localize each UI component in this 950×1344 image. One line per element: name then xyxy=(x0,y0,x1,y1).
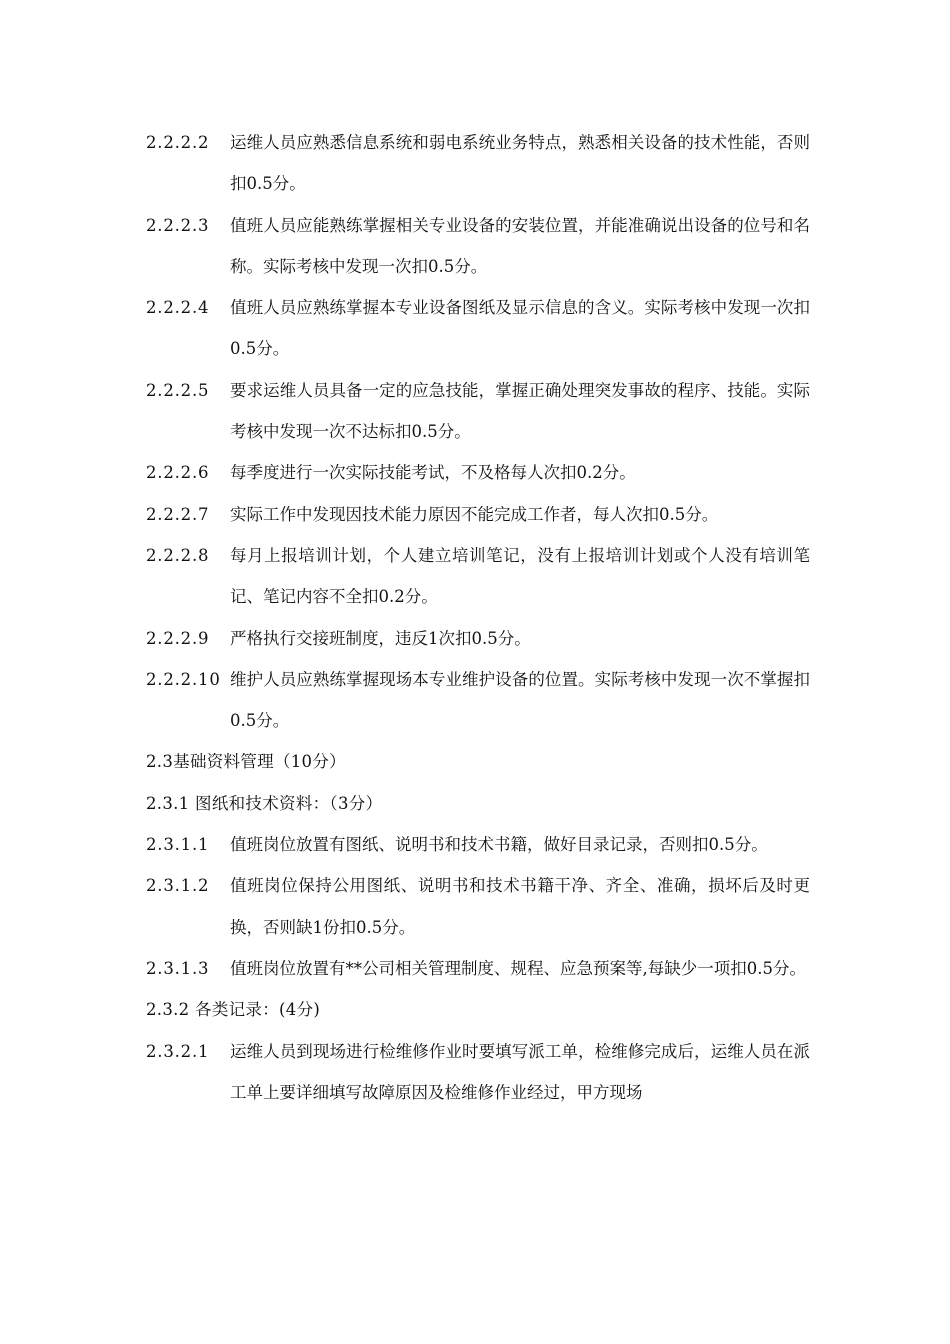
item-number: 2.3.2.1 xyxy=(146,1041,210,1061)
item-number: 2.2.2.10 xyxy=(146,669,221,689)
list-item xyxy=(146,824,810,865)
item-text: 值班人员应能熟练掌握相关专业设备的安装位置，并能准确说出设备的位号和名称。实际考核中发现一次扣0.5分。 xyxy=(230,215,810,276)
subsection-heading: 2.3.2 各类记录：(4分) xyxy=(146,1000,321,1020)
item-number: 2.3.1.1 xyxy=(146,835,210,855)
item-text: 运维人员应熟悉信息系统和弱电系统业务特点，熟悉相关设备的技术性能，否则扣0.5分。 xyxy=(230,133,810,194)
item-text: 严格执行交接班制度，违反1次扣0.5分。 xyxy=(230,628,531,648)
document-body xyxy=(146,122,810,1113)
subsection-heading: 2.3.1 图纸和技术资料：（3分） xyxy=(146,793,383,813)
list-item xyxy=(146,1031,810,1114)
item-number: 2.2.2.7 xyxy=(146,504,210,524)
item-text: 实际工作中发现因技术能力原因不能完成工作者，每人次扣0.5分。 xyxy=(230,504,719,524)
list-item xyxy=(146,370,810,453)
item-number: 2.2.2.5 xyxy=(146,380,210,400)
list-item xyxy=(146,535,810,618)
list-item xyxy=(146,948,810,989)
item-number: 2.3.1.2 xyxy=(146,876,210,896)
section-heading: 2.3基础资料管理（10分） xyxy=(146,752,346,772)
list-item xyxy=(146,659,810,742)
list-item xyxy=(146,287,810,370)
item-text: 运维人员到现场进行检维修作业时要填写派工单，检维修完成后，运维人员在派工单上要详细填写故障原因及检维修作业经过，甲方现场 xyxy=(230,1041,810,1102)
item-text: 维护人员应熟练掌握现场本专业维护设备的位置。实际考核中发现一次不掌握扣0.5分。 xyxy=(230,669,810,731)
item-number: 2.2.2.8 xyxy=(146,545,210,565)
item-number: 2.3.1.3 xyxy=(146,958,210,978)
item-text: 值班岗位放置有**公司相关管理制度、规程、应急预案等,每缺少一项扣0.5分。 xyxy=(230,958,806,978)
item-number: 2.2.2.6 xyxy=(146,463,210,483)
item-number: 2.2.2.4 xyxy=(146,298,210,318)
item-text: 每季度进行一次实际技能考试，不及格每人次扣0.2分。 xyxy=(230,463,636,483)
list-item xyxy=(146,494,810,535)
item-text: 值班岗位放置有图纸、说明书和技术书籍，做好目录记录，否则扣0.5分。 xyxy=(230,835,768,855)
list-item xyxy=(146,618,810,659)
list-item xyxy=(146,452,810,493)
item-text: 值班岗位保持公用图纸、说明书和技术书籍干净、齐全、准确，损坏后及时更换，否则缺1份扣0.5分。 xyxy=(230,876,810,937)
item-text: 值班人员应熟练掌握本专业设备图纸及显示信息的含义。实际考核中发现一次扣0.5分。 xyxy=(230,298,810,359)
list-item xyxy=(146,865,810,948)
item-number: 2.2.2.9 xyxy=(146,628,210,648)
item-number: 2.2.2.2 xyxy=(146,133,210,152)
item-text: 要求运维人员具备一定的应急技能，掌握正确处理突发事故的程序、技能。实际考核中发现一次不达标扣0.5分。 xyxy=(230,380,810,442)
list-item xyxy=(146,122,810,205)
list-item xyxy=(146,205,810,288)
item-number: 2.2.2.3 xyxy=(146,215,210,235)
item-text: 每月上报培训计划，个人建立培训笔记，没有上报培训计划或个人没有培训笔记、笔记内容不全扣0.2分。 xyxy=(230,545,810,607)
